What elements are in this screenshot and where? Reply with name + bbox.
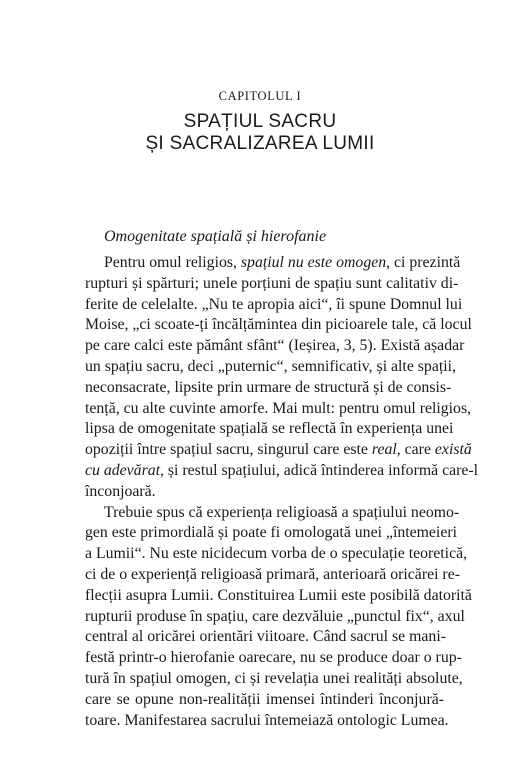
text-line: pe care calci este pământ sfânt“ (Ieșirea, 3, 5). Există așadar xyxy=(85,337,465,355)
text-line: central al oricărei orientări viitoare. Când sacrul se mani- xyxy=(85,628,446,646)
text-line: Moise, „ci scoate-ți încălțămintea din picioarele tale, că locul xyxy=(85,316,472,334)
text-line: înconjoară. xyxy=(85,482,156,500)
text-line: rupturi și spărturi; unele porțiuni de spațiu sunt calitativ di- xyxy=(85,274,459,292)
text-line: a Lumii“. Nu este nicidecum vorba de o speculație teoretică, xyxy=(85,545,468,563)
text-line: gen este primordială și poate fi omologată unei „întemeieri xyxy=(85,524,457,542)
text-line: lipsa de omogenitate spațială se reflectă în experiența unei xyxy=(85,420,454,438)
text-line: neconsacrate, lipsite prin urmare de structură și de consis- xyxy=(85,378,452,396)
text-line: tură în spațiul omogen, ci și revelația unei realități absolute, xyxy=(85,669,463,687)
body-text xyxy=(85,253,479,731)
text-line: rupturii produse în spațiu, care dezvăluie „punctul fix“, axul xyxy=(85,607,465,625)
text-line: tență, cu alte cuvinte amorfe. Mai mult: pentru omul religios, xyxy=(85,399,472,417)
text-line: un spațiu sacru, deci „puternic“, semnificativ, și alte spații, xyxy=(85,357,456,375)
text-line: cu adevărat, și restul spațiului, adică întinderea informă care-l xyxy=(85,461,479,479)
text-line: ci de o experiență religioasă primară, anterioară oricărei re- xyxy=(85,565,460,583)
text-line: care se opune non-realității imensei întinderi înconjură- xyxy=(85,690,444,708)
chapter-title-line: SPAȚIUL SACRU xyxy=(183,111,337,132)
section-title: Omogenitate spațială și hierofanie xyxy=(104,228,327,245)
chapter-label: CAPITOLUL I xyxy=(218,89,302,103)
text-line: flecții asupra Lumii. Constituirea Lumii este posibilă datorită xyxy=(85,586,472,604)
chapter-title-line: ȘI SACRALIZAREA LUMII xyxy=(145,133,375,154)
text-line: Pentru omul religios, spațiul nu este omogen, ci prezintă xyxy=(104,254,461,271)
text-line: festă printr-o hierofanie oarecare, nu se produce doar o rup- xyxy=(85,649,462,667)
text-line: ferite de celelalte. „Nu te apropia aici“, îi spune Domnul lui xyxy=(85,295,463,313)
text-line: toare. Manifestarea sacrului întemeiază ontologic Lumea. xyxy=(85,711,449,729)
text-line: Trebuie spus că experiența religioasă a spațiului neomo- xyxy=(104,503,460,521)
text-line: opoziții între spațiul sacru, singurul care este real, care există xyxy=(85,441,472,459)
chapter-title xyxy=(0,111,520,155)
